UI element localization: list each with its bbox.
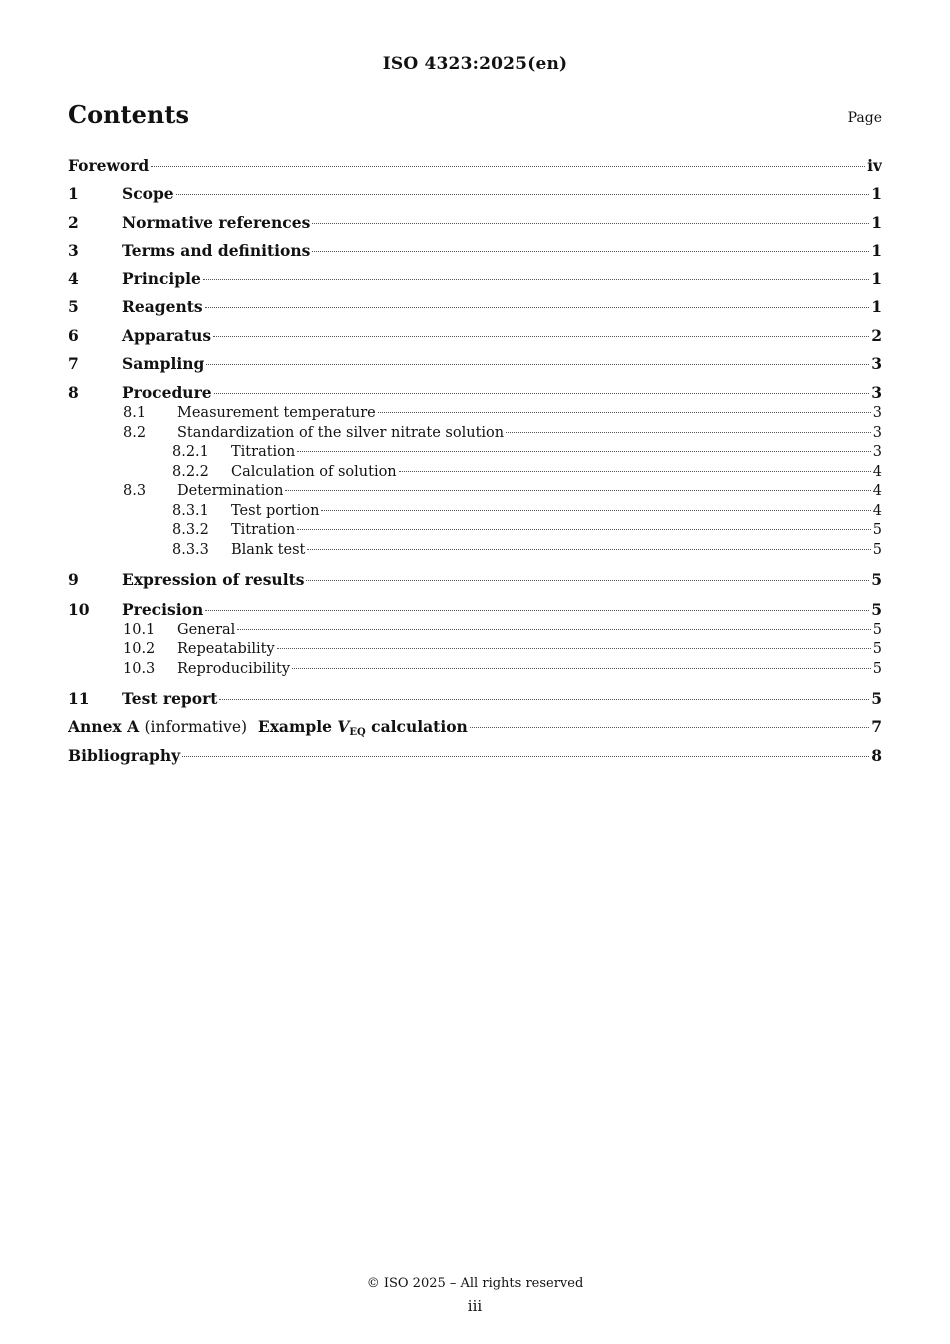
toc-entry-titration-determination[interactable] [68, 521, 882, 541]
toc-entry-page: 5 [871, 570, 882, 590]
toc-entry-apparatus[interactable] [68, 322, 882, 350]
dot-leader [378, 412, 871, 413]
toc-entry-page: 1 [871, 269, 882, 289]
annex-type: (informative) [144, 718, 248, 737]
dot-leader [470, 727, 869, 728]
table-of-contents [68, 152, 882, 770]
toc-entry-title [68, 713, 468, 741]
toc-entry-measurement-temperature[interactable] [68, 404, 882, 424]
toc-entry-page: 5 [872, 641, 882, 658]
toc-entry-page: iv [867, 156, 882, 175]
dot-leader [277, 648, 871, 649]
toc-entry-sampling[interactable] [68, 350, 882, 378]
toc-entry-page: 5 [872, 621, 882, 638]
toc-entry-procedure[interactable] [68, 382, 882, 404]
toc-entry-number: 7 [68, 354, 79, 374]
dot-leader [237, 629, 870, 630]
dot-leader [213, 336, 869, 337]
toc-entry-number: 10.2 [123, 641, 156, 658]
toc-entry-test-report[interactable] [68, 685, 882, 713]
toc-entry-scope[interactable] [68, 180, 882, 208]
dot-leader [399, 471, 871, 472]
toc-entry-number: 9 [68, 570, 79, 590]
toc-entry-title: Terms and definitions [122, 240, 311, 260]
dot-leader [182, 756, 869, 757]
dot-leader [312, 223, 869, 224]
toc-entry-number: 5 [68, 297, 79, 317]
toc-entry-precision[interactable] [68, 599, 882, 621]
toc-entry-number: 10.1 [123, 621, 156, 638]
toc-entry-title: Test portion [231, 502, 320, 519]
toc-entry-calculation-of-solution[interactable] [68, 463, 882, 483]
toc-entry-page: 5 [871, 689, 882, 709]
toc-entry-page: 3 [872, 444, 882, 461]
toc-entry-title: Sampling [122, 354, 205, 374]
annex-title-prefix: Example [257, 717, 332, 737]
dot-leader [312, 251, 869, 252]
toc-entry-page: 1 [871, 240, 882, 260]
toc-entry-title: Expression of results [122, 570, 305, 590]
dot-leader [219, 699, 869, 700]
toc-entry-title: Determination [177, 483, 284, 500]
toc-entry-page: 5 [872, 541, 882, 558]
toc-entry-standardization[interactable] [68, 424, 882, 444]
toc-entry-title: Reagents [122, 297, 203, 317]
dot-leader [307, 549, 870, 550]
dot-leader [205, 307, 870, 308]
toc-entry-expression-of-results[interactable] [68, 566, 882, 594]
toc-entry-page: 5 [872, 660, 882, 677]
toc-entry-title: Scope [122, 184, 174, 204]
toc-entry-number: 8.2.2 [172, 463, 209, 480]
toc-entry-title: Calculation of solution [231, 463, 397, 480]
toc-entry-test-portion[interactable] [68, 502, 882, 522]
toc-entry-title: Bibliography [68, 745, 181, 765]
toc-entry-title: Precision [122, 599, 204, 619]
dot-leader [506, 432, 871, 433]
toc-entry-number: 8.2 [123, 424, 147, 441]
toc-entry-number: 11 [68, 689, 90, 709]
toc-entry-page: 3 [872, 424, 882, 441]
toc-entry-number: 3 [68, 240, 79, 260]
toc-entry-general[interactable] [68, 621, 882, 641]
dot-leader [206, 364, 869, 365]
toc-entry-principle[interactable] [68, 265, 882, 293]
toc-entry-title: Blank test [231, 541, 306, 558]
dot-leader [292, 668, 871, 669]
toc-entry-page: 2 [871, 325, 882, 345]
toc-entry-annex-a[interactable] [68, 713, 882, 741]
copyright-footer: © ISO 2025 – All rights reserved [366, 1276, 584, 1291]
document-id-header: ISO 4323:2025(en) [382, 54, 568, 74]
toc-entry-titration-standardization[interactable] [68, 443, 882, 463]
dot-leader [306, 580, 869, 581]
annex-variable: V [337, 717, 350, 737]
toc-entry-title: General [177, 621, 236, 638]
toc-entry-reagents[interactable] [68, 293, 882, 321]
toc-entry-determination[interactable] [68, 482, 882, 502]
toc-entry-page: 3 [871, 354, 882, 374]
toc-entry-title: Normative references [122, 212, 311, 232]
toc-entry-number: 8 [68, 383, 79, 403]
toc-entry-page: 8 [871, 745, 882, 765]
toc-entry-bibliography[interactable] [68, 742, 882, 770]
toc-entry-page: 4 [872, 483, 882, 500]
toc-entry-page: 5 [871, 599, 882, 619]
toc-entry-title: Foreword [68, 156, 150, 175]
dot-leader [205, 610, 869, 611]
toc-entry-number: 10 [68, 599, 90, 619]
toc-entry-number: 8.1 [123, 405, 147, 422]
toc-entry-page: 3 [871, 383, 882, 403]
toc-entry-title: Measurement temperature [177, 405, 376, 422]
toc-entry-title: Titration [231, 522, 296, 539]
dot-leader [297, 451, 871, 452]
dot-leader [214, 393, 870, 394]
dot-leader [285, 490, 870, 491]
toc-entry-number: 8.3 [123, 483, 147, 500]
toc-entry-page: 1 [871, 184, 882, 204]
toc-entry-terms-and-definitions[interactable] [68, 237, 882, 265]
toc-entry-page: 1 [871, 297, 882, 317]
dot-leader [203, 279, 869, 280]
toc-entry-number: 8.2.1 [172, 444, 209, 461]
toc-entry-foreword[interactable] [68, 152, 882, 180]
toc-entry-title: Principle [122, 269, 201, 289]
dot-leader [151, 166, 865, 167]
toc-entry-number: 6 [68, 325, 79, 345]
toc-entry-normative-references[interactable] [68, 209, 882, 237]
toc-entry-page: 3 [872, 405, 882, 422]
toc-entry-number: 8.3.3 [172, 541, 209, 558]
page-number: iii [467, 1297, 483, 1315]
toc-entry-number: 8.3.2 [172, 522, 209, 539]
toc-entry-title: Reproducibility [177, 660, 291, 677]
toc-entry-repeatability[interactable] [68, 640, 882, 660]
dot-leader [297, 529, 871, 530]
toc-entry-number: 4 [68, 269, 79, 289]
toc-entry-title: Test report [122, 689, 218, 709]
toc-entry-number: 8.3.1 [172, 502, 209, 519]
toc-entry-page: 4 [872, 463, 882, 480]
page-column-label: Page [847, 110, 882, 126]
toc-entry-blank-test[interactable] [68, 541, 882, 561]
annex-title-suffix: calculation [371, 717, 468, 737]
annex-variable-subscript: EQ [349, 727, 366, 739]
toc-entry-title: Repeatability [177, 641, 275, 658]
dot-leader [176, 194, 870, 195]
annex-label: Annex A [68, 717, 140, 737]
toc-entry-page: 7 [871, 717, 882, 737]
toc-entry-title: Titration [231, 444, 296, 461]
toc-entry-reproducibility[interactable] [68, 660, 882, 680]
toc-entry-number: 2 [68, 212, 79, 232]
toc-entry-page: 4 [872, 502, 882, 519]
toc-entry-page: 1 [871, 212, 882, 232]
contents-heading: Contents [68, 100, 189, 129]
toc-entry-title: Standardization of the silver nitrate solution [177, 424, 505, 441]
toc-entry-title: Procedure [122, 383, 212, 403]
toc-entry-title: Apparatus [122, 325, 212, 345]
toc-entry-page: 5 [872, 522, 882, 539]
dot-leader [321, 510, 870, 511]
toc-entry-number: 1 [68, 184, 79, 204]
toc-entry-number: 10.3 [123, 660, 156, 677]
